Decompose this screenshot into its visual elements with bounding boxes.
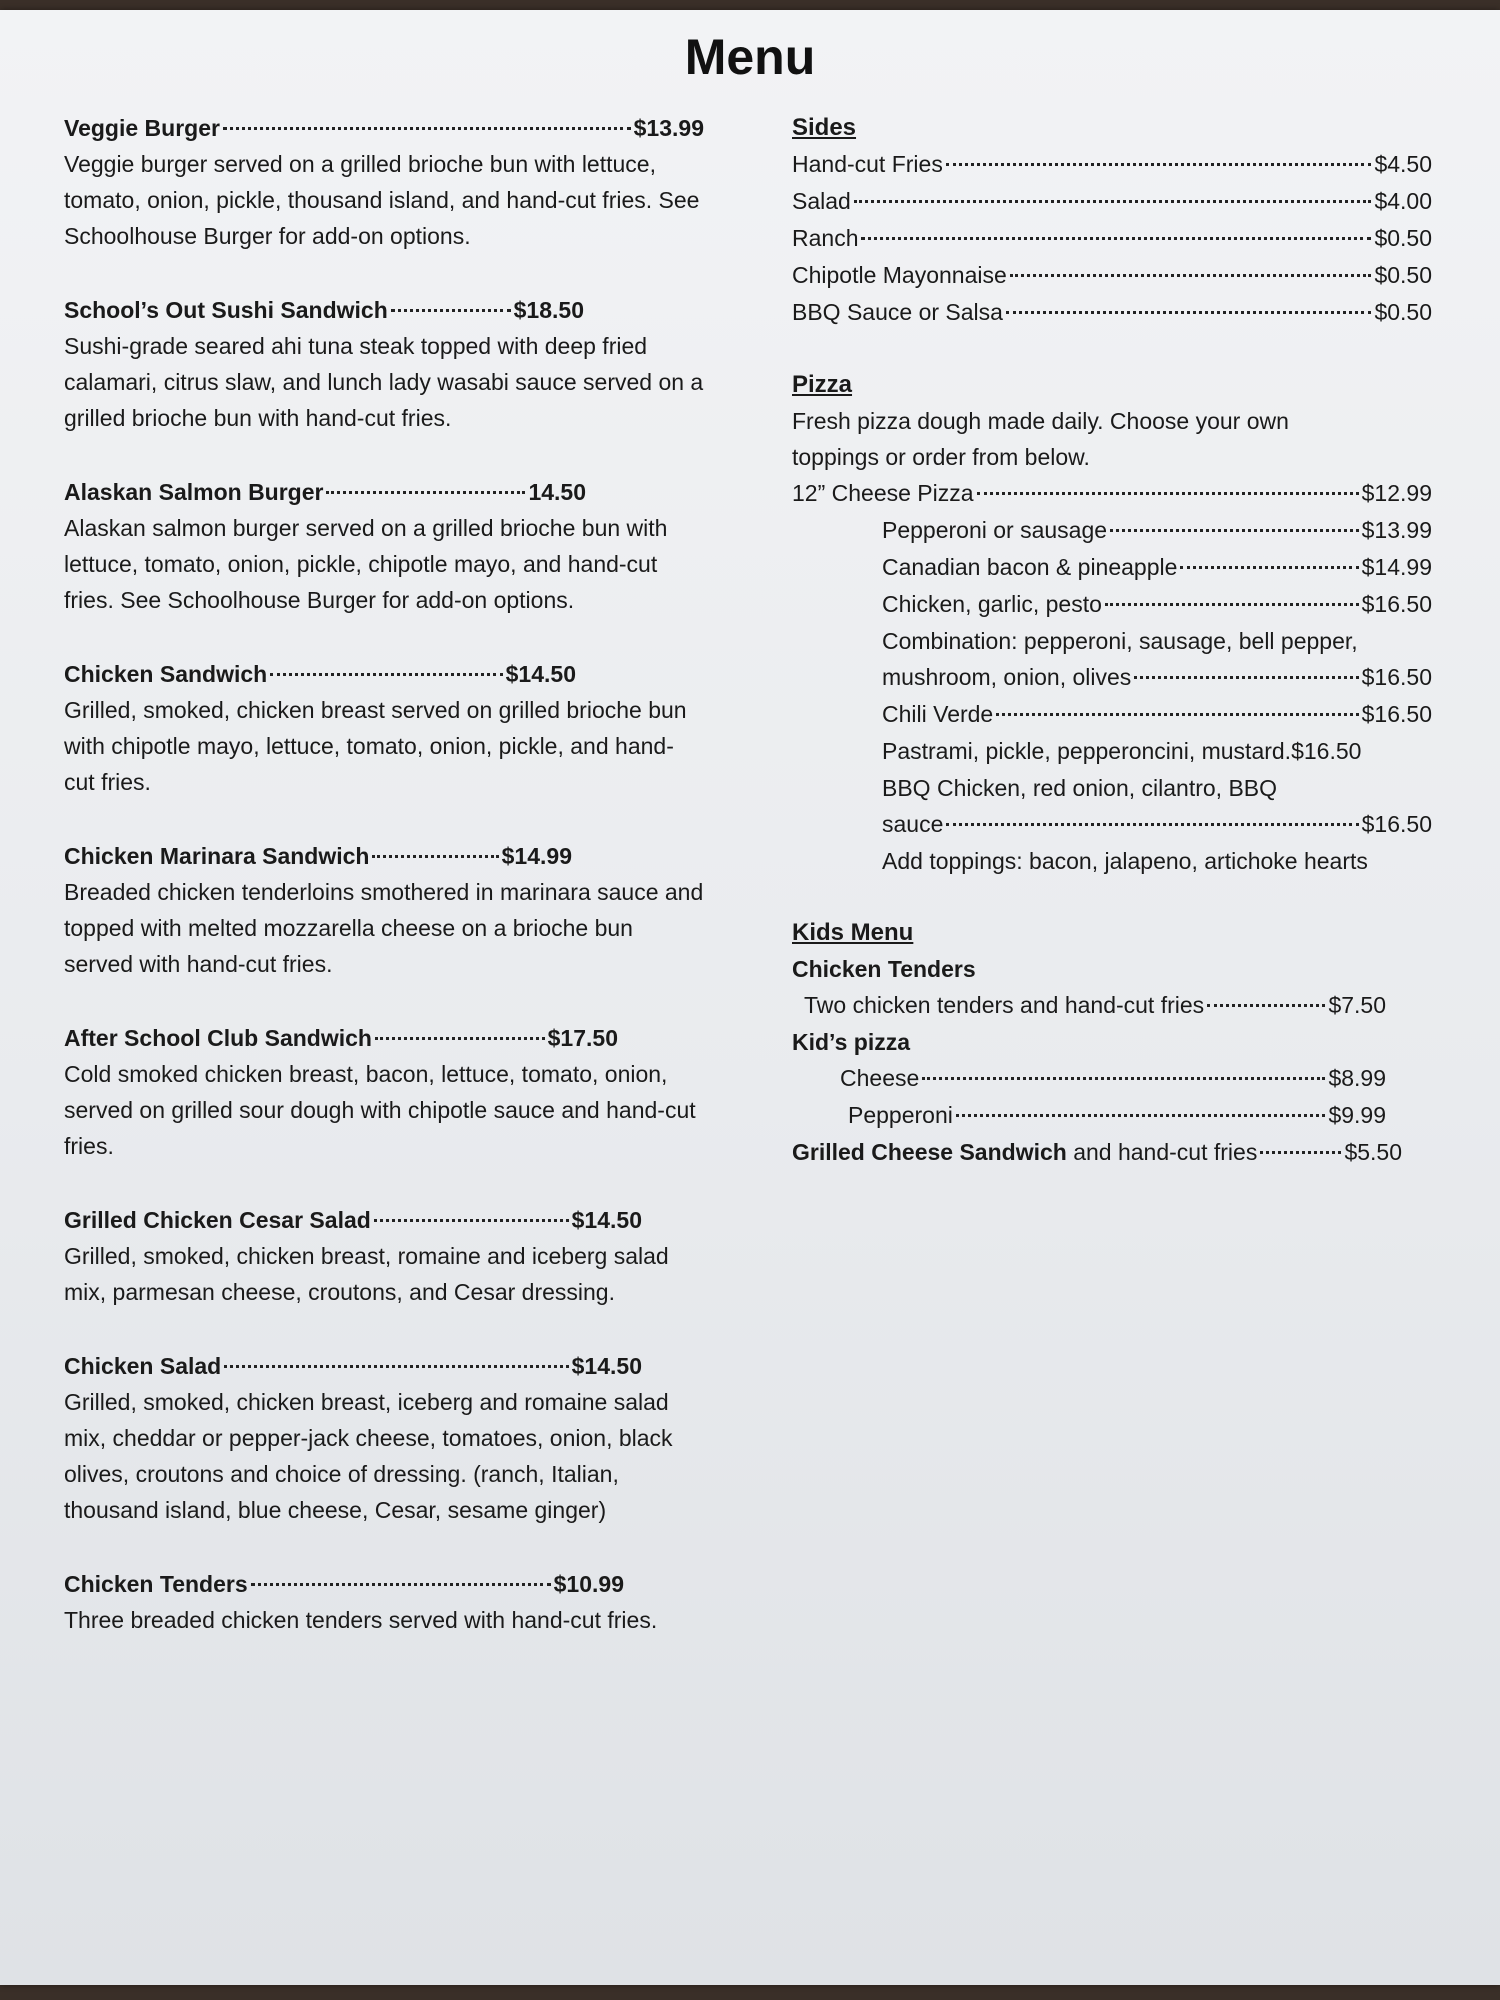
item-price: $0.50: [1374, 262, 1432, 288]
item-description: Three breaded chicken tenders served with hand-cut fries.: [64, 1607, 658, 1633]
item-name-rest: and hand-cut fries: [1066, 1139, 1258, 1165]
item-description: Sushi-grade seared ahi tuna steak topped with deep fried calamari, citrus slaw, and lunch lady wasabi sauce served on a grilled brioche bun with hand-cut fries.: [64, 333, 704, 431]
right-column: [792, 110, 1432, 1171]
left-column: [64, 110, 704, 1676]
item-price: $16.50: [1361, 811, 1432, 837]
leader-dots: [372, 855, 498, 858]
leader-dots: [1010, 274, 1372, 277]
item-price: $14.50: [505, 661, 576, 687]
pizza-item: [792, 512, 1432, 549]
menu-item: [64, 474, 704, 618]
menu-title: Menu: [684, 29, 816, 85]
leader-dots: [224, 1365, 568, 1368]
side-item: [792, 183, 1432, 220]
item-price: $16.50: [1361, 664, 1432, 690]
leader-dots: [1006, 311, 1371, 314]
kids-tenders-title: Chicken Tenders: [792, 956, 976, 982]
item-name: Chicken, garlic, pesto: [882, 591, 1102, 617]
pizza-item: [792, 696, 1432, 733]
item-price: $14.99: [501, 843, 572, 869]
item-price: $5.50: [1344, 1139, 1402, 1165]
item-price: $12.99: [1361, 480, 1432, 506]
leader-dots: [374, 1219, 569, 1222]
leader-dots: [946, 823, 1358, 826]
menu-item: [64, 1566, 704, 1638]
item-description: Cold smoked chicken breast, bacon, lettuce, tomato, onion, served on grilled sour dough with chipotle sauce and hand-cut fries.: [64, 1061, 696, 1159]
leader-dots: [1180, 566, 1358, 569]
leader-dots: [861, 237, 1371, 240]
side-item: [792, 257, 1432, 294]
leader-dots: [1110, 529, 1359, 532]
leader-dots: [996, 713, 1358, 716]
kids-item: [792, 1134, 1432, 1171]
item-price: $14.50: [571, 1207, 642, 1233]
item-name: Chili Verde: [882, 701, 994, 727]
pizza-combo-line: Combination: pepperoni, sausage, bell pepper,: [882, 628, 1358, 654]
leader-dots: [1260, 1151, 1341, 1154]
item-name: Pepperoni or sausage: [882, 517, 1108, 543]
leader-dots: [326, 491, 525, 494]
leader-dots: [375, 1037, 545, 1040]
item-price: $16.50: [1361, 701, 1432, 727]
menu-paper: [0, 10, 1500, 1985]
item-name: BBQ Sauce or Salsa: [792, 299, 1003, 325]
leader-dots: [1105, 603, 1359, 606]
item-price: $9.99: [1328, 1102, 1386, 1128]
item-price: $4.50: [1374, 151, 1432, 177]
menu-item: [64, 292, 704, 436]
item-price: $14.99: [1361, 554, 1432, 580]
item-name: Chicken Marinara Sandwich: [64, 843, 370, 869]
item-name: sauce: [882, 811, 944, 837]
leader-dots: [946, 163, 1372, 166]
kids-item: [792, 1097, 1432, 1134]
pizza-item: [792, 806, 1432, 843]
item-price: $13.99: [633, 115, 704, 141]
leader-dots: [1134, 676, 1358, 679]
item-name: Chicken Tenders: [64, 1571, 248, 1597]
menu-item: [64, 1202, 704, 1310]
kids-item: [792, 1060, 1432, 1097]
item-name: Pastrami, pickle, pepperoncini, mustard.: [882, 738, 1292, 764]
item-description: Grilled, smoked, chicken breast, iceberg and romaine salad mix, cheddar or pepper-jack cheese, tomatoes, onion, black olives, croutons and choice of dressing. (ranch, Italian, thousand island, blue cheese, Cesar, sesame ginger): [64, 1389, 673, 1523]
item-price: $0.50: [1374, 225, 1432, 251]
leader-dots: [977, 492, 1359, 495]
item-name: Salad: [792, 188, 851, 214]
item-name: Ranch: [792, 225, 859, 251]
item-description: Alaskan salmon burger served on a grilled brioche bun with lettuce, tomato, onion, pickle, chipotle mayo, and hand-cut fries. See Schoolhouse Burger for add-on options.: [64, 515, 668, 613]
pizza-item: [792, 549, 1432, 586]
leader-dots: [270, 673, 502, 676]
leader-dots: [391, 309, 511, 312]
item-name: 12” Cheese Pizza: [792, 480, 974, 506]
item-name: Hand-cut Fries: [792, 151, 943, 177]
kids-item: [792, 987, 1432, 1024]
item-price: $0.50: [1374, 299, 1432, 325]
item-name: mushroom, onion, olives: [882, 664, 1132, 690]
leader-dots: [854, 200, 1372, 203]
item-name: Chipotle Mayonnaise: [792, 262, 1007, 288]
item-price: $10.99: [553, 1571, 624, 1597]
item-name: Chicken Sandwich: [64, 661, 268, 687]
item-name: Alaskan Salmon Burger: [64, 479, 324, 505]
kids-pizza-title: Kid’s pizza: [792, 1029, 910, 1055]
pizza-item: [792, 659, 1432, 696]
pizza-heading: Pizza: [792, 371, 853, 398]
leader-dots: [1207, 1004, 1325, 1007]
item-name: Cheese: [840, 1065, 920, 1091]
menu-item: [64, 110, 704, 254]
item-name: Grilled Chicken Cesar Salad: [64, 1207, 371, 1233]
leader-dots: [223, 127, 631, 130]
item-price: $14.50: [571, 1353, 642, 1379]
side-item: [792, 146, 1432, 183]
item-price: $18.50: [513, 297, 584, 323]
menu-item: [64, 838, 704, 982]
menu-item: [64, 1020, 704, 1164]
side-item: [792, 220, 1432, 257]
item-name: Chicken Salad: [64, 1353, 222, 1379]
item-name: School’s Out Sushi Sandwich: [64, 297, 388, 323]
pizza-add-toppings: Add toppings: bacon, jalapeno, artichoke hearts: [882, 848, 1368, 874]
item-price: $16.50: [1361, 591, 1432, 617]
item-name: Veggie Burger: [64, 115, 220, 141]
item-price: $17.50: [547, 1025, 618, 1051]
pizza-bbq-line: BBQ Chicken, red onion, cilantro, BBQ: [882, 775, 1278, 801]
item-price: 14.50: [528, 479, 586, 505]
item-name-bold: Grilled Cheese Sandwich: [792, 1139, 1067, 1165]
pizza-item: [792, 586, 1432, 623]
item-description: Breaded chicken tenderloins smothered in marinara sauce and topped with melted mozzarella cheese on a brioche bun served with hand-cut fries.: [64, 879, 704, 977]
item-description: Grilled, smoked, chicken breast, romaine and iceberg salad mix, parmesan cheese, croutons, and Cesar dressing.: [64, 1243, 669, 1305]
item-name: Two chicken tenders and hand-cut fries: [804, 992, 1205, 1018]
menu-item: [64, 656, 704, 800]
pizza-intro: Fresh pizza dough made daily. Choose your own toppings or order from below.: [792, 408, 1289, 470]
item-price: $8.99: [1328, 1065, 1386, 1091]
pizza-item: [792, 733, 1432, 770]
item-price: $13.99: [1361, 517, 1432, 543]
item-price: $4.00: [1374, 188, 1432, 214]
item-description: Veggie burger served on a grilled brioche bun with lettuce, tomato, onion, pickle, thousand island, and hand-cut fries. See Schoolhouse Burger for add-on options.: [64, 151, 700, 249]
kids-heading: Kids Menu: [792, 919, 914, 946]
item-name: After School Club Sandwich: [64, 1025, 372, 1051]
item-price: $16.50: [1291, 738, 1362, 764]
item-name: Canadian bacon & pineapple: [882, 554, 1178, 580]
leader-dots: [956, 1114, 1326, 1117]
menu-item: [64, 1348, 704, 1528]
side-item: [792, 294, 1432, 331]
item-name: Pepperoni: [848, 1102, 953, 1128]
leader-dots: [251, 1583, 551, 1586]
item-price: $7.50: [1328, 992, 1386, 1018]
pizza-item: [792, 475, 1432, 512]
item-description: Grilled, smoked, chicken breast served on grilled brioche bun with chipotle mayo, lettuce, tomato, onion, pickle, and hand-cut fries.: [64, 697, 687, 795]
leader-dots: [922, 1077, 1325, 1080]
sides-heading: Sides: [792, 114, 857, 141]
